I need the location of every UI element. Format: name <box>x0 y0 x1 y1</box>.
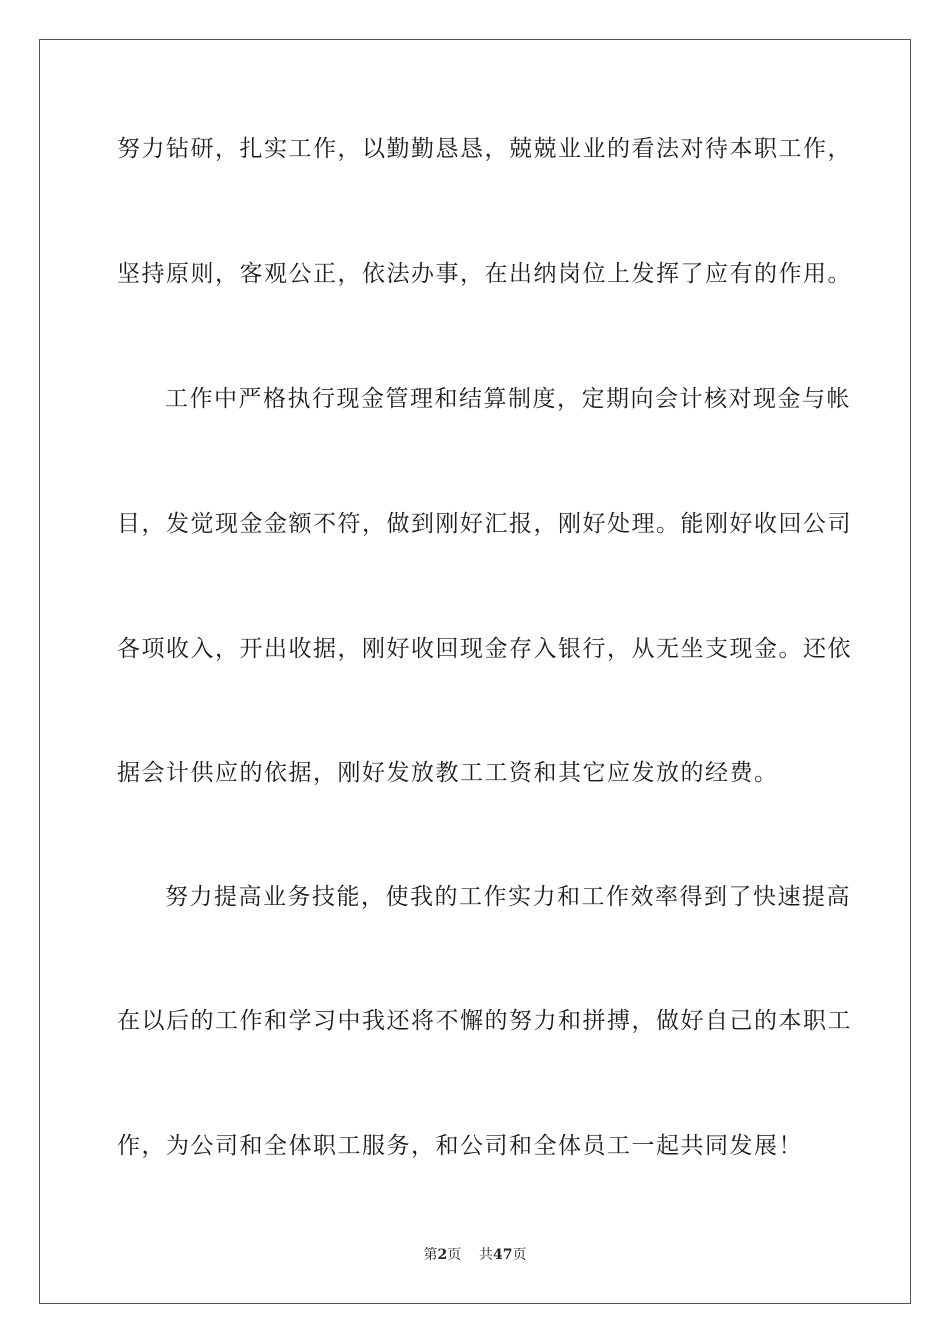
body-text-line-3: 工作中严格执行现金管理和结算制度，定期向会计核对现金与帐 <box>165 386 851 412</box>
footer-total-suffix: 页 <box>512 1247 527 1263</box>
page-frame <box>39 39 911 1304</box>
body-text-line-8: 在以后的工作和学习中我还将不懈的努力和拼搏，做好自己的本职工 <box>117 1008 852 1034</box>
body-text-line-6: 据会计供应的依据，刚好发放教工工资和其它应发放的经费。 <box>117 760 779 786</box>
footer-total-pages: 47 <box>493 1247 513 1263</box>
footer-page-number: 2 <box>437 1247 448 1263</box>
body-text-line-9: 作，为公司和全体职工服务，和公司和全体员工一起共同发展！ <box>117 1133 803 1159</box>
body-text-line-4: 目，发觉现金金额不符，做到刚好汇报，刚好处理。能刚好收回公司 <box>117 511 852 537</box>
page-footer <box>0 1244 950 1264</box>
body-text-line-1: 努力钻研，扎实工作，以勤勤恳恳，兢兢业业的看法对待本职工作， <box>117 136 852 162</box>
body-text-line-5: 各项收入，开出收据，刚好收回现金存入银行，从无坐支现金。还依 <box>117 636 852 662</box>
footer-page-prefix: 第 <box>423 1247 438 1263</box>
body-text-line-7: 努力提高业务技能，使我的工作实力和工作效率得到了快速提高 <box>165 884 851 910</box>
body-text-line-2: 坚持原则，客观公正，依法办事，在出纳岗位上发挥了应有的作用。 <box>117 261 852 287</box>
footer-page-suffix: 页 <box>447 1247 462 1263</box>
footer-total-prefix: 共 <box>479 1247 494 1263</box>
